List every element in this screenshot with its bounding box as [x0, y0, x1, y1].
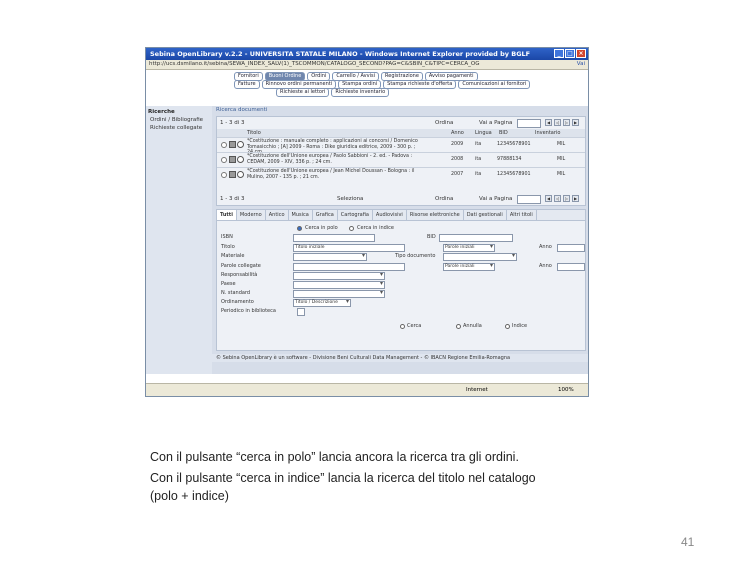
result-row[interactable]: [217, 167, 585, 182]
field-label-anno-1: Anno: [539, 244, 552, 250]
pager-nav: [545, 119, 579, 126]
paese-select[interactable]: [293, 281, 385, 289]
col-year[interactable]: Anno: [451, 130, 464, 136]
prev-page-icon[interactable]: ◁: [555, 196, 560, 201]
first-page-icon[interactable]: ◀: [546, 120, 551, 125]
ordinamento-value: Titolo / Descrizione: [295, 300, 338, 305]
pager-nav-bottom: [545, 195, 579, 202]
search-tabs: [217, 210, 585, 221]
menu-button[interactable]: Fornitori: [234, 72, 263, 81]
screenshot-window: [145, 47, 589, 397]
result-title[interactable]: *Costituzione dell'Unione europea / Jean Michel Doussan - Bologna : il Mulino, 2007 - 135 p. ; 21 cm.: [247, 169, 415, 180]
page-label: Vai a Pagina: [479, 120, 513, 126]
field-label-titolo: Titolo: [221, 244, 235, 250]
result-ref: MIL: [557, 157, 566, 162]
periodico-checkbox[interactable]: [297, 308, 305, 316]
tab-item[interactable]: Cartografia: [338, 210, 373, 220]
menu-row-3: [276, 88, 389, 97]
cerca-button-icon[interactable]: [400, 324, 405, 329]
menu-button[interactable]: Stampa ordini: [338, 80, 381, 89]
select-radio[interactable]: [221, 142, 227, 148]
result-row[interactable]: [217, 152, 585, 167]
result-title[interactable]: *Costituzione dell'Unione europea / Paolo Sabbioni - 2. ed. - Padova : CEDAM, 2009 - XIV, 336 p. ; 24 cm.: [247, 154, 413, 165]
field-label-isbn: ISBN: [221, 234, 233, 240]
label-cerca-indice: Cerca in indice: [357, 225, 395, 231]
last-page-icon[interactable]: ▶: [573, 120, 578, 125]
book-icon: [229, 141, 236, 148]
menu-button[interactable]: Avviso pagamenti: [425, 72, 478, 81]
caption-line-2: Con il pulsante “cerca in indice” lancia la ricerca del titolo nel catalogo: [150, 471, 536, 485]
prev-page-icon[interactable]: ◁: [555, 120, 560, 125]
tab-item[interactable]: Musica: [289, 210, 313, 220]
result-row[interactable]: [217, 137, 585, 155]
parole-input[interactable]: [293, 263, 405, 271]
isbn-input[interactable]: [293, 234, 375, 242]
menu-button[interactable]: Comunicazioni ai fornitori: [458, 80, 530, 89]
titolo-input[interactable]: [293, 244, 405, 252]
tab-item[interactable]: Audiovisivi: [373, 210, 407, 220]
first-page-icon[interactable]: ◀: [546, 196, 551, 201]
results-header: [217, 129, 585, 137]
nstandard-select[interactable]: [293, 290, 385, 298]
select-radio[interactable]: [221, 172, 227, 178]
go-button[interactable]: Vai: [576, 61, 585, 67]
caption-line-3: (polo + indice): [150, 489, 229, 503]
window-titlebar: [146, 48, 588, 60]
menu-button[interactable]: Richieste inventario: [331, 88, 389, 97]
minimize-icon[interactable]: _: [554, 49, 564, 58]
window-title: Sebina OpenLibrary v.2.2 - UNIVERSITA STATALE MILANO - Windows Internet Explorer provided by BGLF: [150, 50, 531, 58]
result-title[interactable]: *Costituzione : manuale completo : applicazioni ai concorsi / Domenico Tomasicchio ; [A] 2009 - Roma : Dike giuridica editrice, 2009 - 300 p. ; 24 cm.: [247, 139, 418, 155]
col-title[interactable]: Titolo: [247, 130, 261, 136]
tab-item[interactable]: Antico: [266, 210, 289, 220]
menu-button[interactable]: Richieste ai lettori: [276, 88, 329, 97]
tab-item[interactable]: Risorse elettroniche: [407, 210, 464, 220]
result-code: 12345678901: [497, 142, 531, 147]
menu-button[interactable]: Registrazione: [381, 72, 423, 81]
titolo-mode-select[interactable]: [443, 244, 495, 252]
field-label-ordinamento: Ordinamento: [221, 299, 254, 305]
result-code: 12345678901: [497, 172, 531, 177]
menu-button[interactable]: Ordini: [307, 72, 330, 81]
page-label-bottom: Vai a Pagina: [479, 196, 513, 202]
book-icon: [229, 156, 236, 163]
field-label-responsabilita: Responsabilità: [221, 272, 258, 278]
address-bar[interactable]: [146, 60, 588, 70]
menu-button[interactable]: Carrello / Avvisi: [332, 72, 379, 81]
section-title: Ricerca documenti: [216, 107, 268, 113]
indice-button-icon[interactable]: [505, 324, 510, 329]
tab-item[interactable]: Altri titoli: [507, 210, 537, 220]
detail-icon[interactable]: [237, 141, 244, 148]
titolo-mode-value: Parole iniziali: [445, 245, 475, 250]
cerca-button[interactable]: Cerca: [407, 323, 422, 329]
order-button[interactable]: Ordina: [435, 120, 454, 126]
bid-input[interactable]: [439, 234, 513, 242]
field-label-bid: BID: [427, 234, 436, 240]
page-input-bottom[interactable]: [517, 195, 541, 204]
sidebar-link-richieste[interactable]: Richieste collegate: [150, 125, 203, 131]
col-lang[interactable]: Lingua: [475, 130, 492, 136]
app-status-line: © Sebina OpenLibrary è un software - Divisione Beni Culturali Data Management - © IBACN Regione Emilia-Romagna: [146, 354, 588, 362]
detail-icon[interactable]: [237, 156, 244, 163]
result-year: 2009: [451, 142, 464, 147]
parole-mode-select[interactable]: [443, 263, 495, 271]
result-year: 2007: [451, 172, 464, 177]
menu-button[interactable]: Rinnovo ordini permanenti: [262, 80, 337, 89]
results-panel: [216, 116, 586, 206]
internet-zone-label: Internet: [466, 387, 488, 393]
next-page-icon[interactable]: ▷: [564, 120, 569, 125]
field-label-parole: Parole collegate: [221, 263, 261, 269]
ordinamento-select[interactable]: [293, 299, 351, 307]
detail-icon[interactable]: [237, 171, 244, 178]
zoom-level[interactable]: 100%: [558, 387, 574, 393]
field-label-tipo-documento: Tipo documento: [395, 253, 436, 259]
responsabilita-select[interactable]: [293, 272, 385, 280]
field-label-anno-2: Anno: [539, 263, 552, 269]
maximize-icon[interactable]: □: [565, 49, 575, 58]
ie-status-bar: [146, 383, 588, 396]
field-label-periodico: Periodico in biblioteca: [221, 308, 276, 314]
last-page-icon[interactable]: ▶: [573, 196, 578, 201]
tab-item[interactable]: Tutti: [217, 210, 237, 220]
annulla-button-icon[interactable]: [456, 324, 461, 329]
sidebar-link-ordini[interactable]: Ordini / Bibliografie: [150, 117, 204, 123]
app-body: [146, 106, 588, 374]
radio-cerca-indice[interactable]: [349, 226, 354, 231]
col-inv[interactable]: Inventario: [535, 130, 561, 136]
select-button[interactable]: Seleziona: [337, 196, 364, 202]
order-button-bottom[interactable]: Ordina: [435, 196, 454, 202]
result-ref: MIL: [557, 142, 566, 147]
caption-line-1: Con il pulsante “cerca in polo” lancia ancora la ricerca tra gli ordini.: [150, 450, 519, 464]
page-number: 41: [681, 535, 695, 549]
materiale-select[interactable]: [293, 253, 367, 261]
pager-top: [217, 117, 585, 129]
menu-button[interactable]: Fatture: [234, 80, 260, 89]
tab-item[interactable]: Grafica: [313, 210, 338, 220]
search-form: [216, 209, 586, 351]
sidebar-title: Ricerche: [148, 109, 175, 115]
anno-input-1[interactable]: [557, 244, 585, 252]
pager-bottom: [217, 193, 585, 205]
tab-item[interactable]: Moderno: [237, 210, 266, 220]
sidebar: [146, 106, 212, 374]
parole-mode-value: Parole iniziali: [445, 264, 475, 269]
address-url: http://ucs.dsmilano.it/sebina/SEWA_INDEX_SALV(1)_TSCOMMON/CATALOGO_SECOND?PAG=C&SBIN_C&TIPC=CERCA_OG: [149, 61, 480, 67]
field-label-paese: Paese: [221, 281, 236, 287]
result-ref: MIL: [557, 172, 566, 177]
titolo-value: Titolo iniziale: [295, 245, 325, 250]
anno-input-2[interactable]: [557, 263, 585, 271]
next-page-icon[interactable]: ▷: [564, 196, 569, 201]
result-code: 97888134: [497, 157, 522, 162]
result-lang: ita: [475, 157, 482, 162]
label-cerca-polo: Cerca in polo: [305, 225, 338, 231]
field-label-nstandard: N. standard: [221, 290, 251, 296]
tipo-documento-select[interactable]: [443, 253, 517, 261]
select-radio[interactable]: [221, 157, 227, 163]
main-content: [214, 106, 588, 374]
tab-item[interactable]: Dati gestionali: [464, 210, 507, 220]
results-list: [217, 137, 585, 182]
result-year: 2008: [451, 157, 464, 162]
pager-range-bottom: 1 - 3 di 3: [220, 196, 245, 202]
annulla-button[interactable]: Annulla: [463, 323, 482, 329]
field-label-materiale: Materiale: [221, 253, 245, 259]
close-icon[interactable]: ×: [576, 49, 586, 58]
app-menubar: [146, 70, 588, 96]
menu-button[interactable]: Buoni Ordine: [265, 72, 306, 81]
pager-range: 1 - 3 di 3: [220, 120, 245, 126]
result-lang: ita: [475, 172, 482, 177]
page-input[interactable]: [517, 119, 541, 128]
window-controls: [554, 49, 586, 58]
book-icon: [229, 171, 236, 178]
indice-button[interactable]: Indice: [512, 323, 528, 329]
col-bid[interactable]: BID: [499, 130, 508, 136]
radio-cerca-polo[interactable]: [297, 226, 302, 231]
menu-button[interactable]: Stampa richieste d'offerta: [383, 80, 456, 89]
result-lang: ita: [475, 142, 482, 147]
